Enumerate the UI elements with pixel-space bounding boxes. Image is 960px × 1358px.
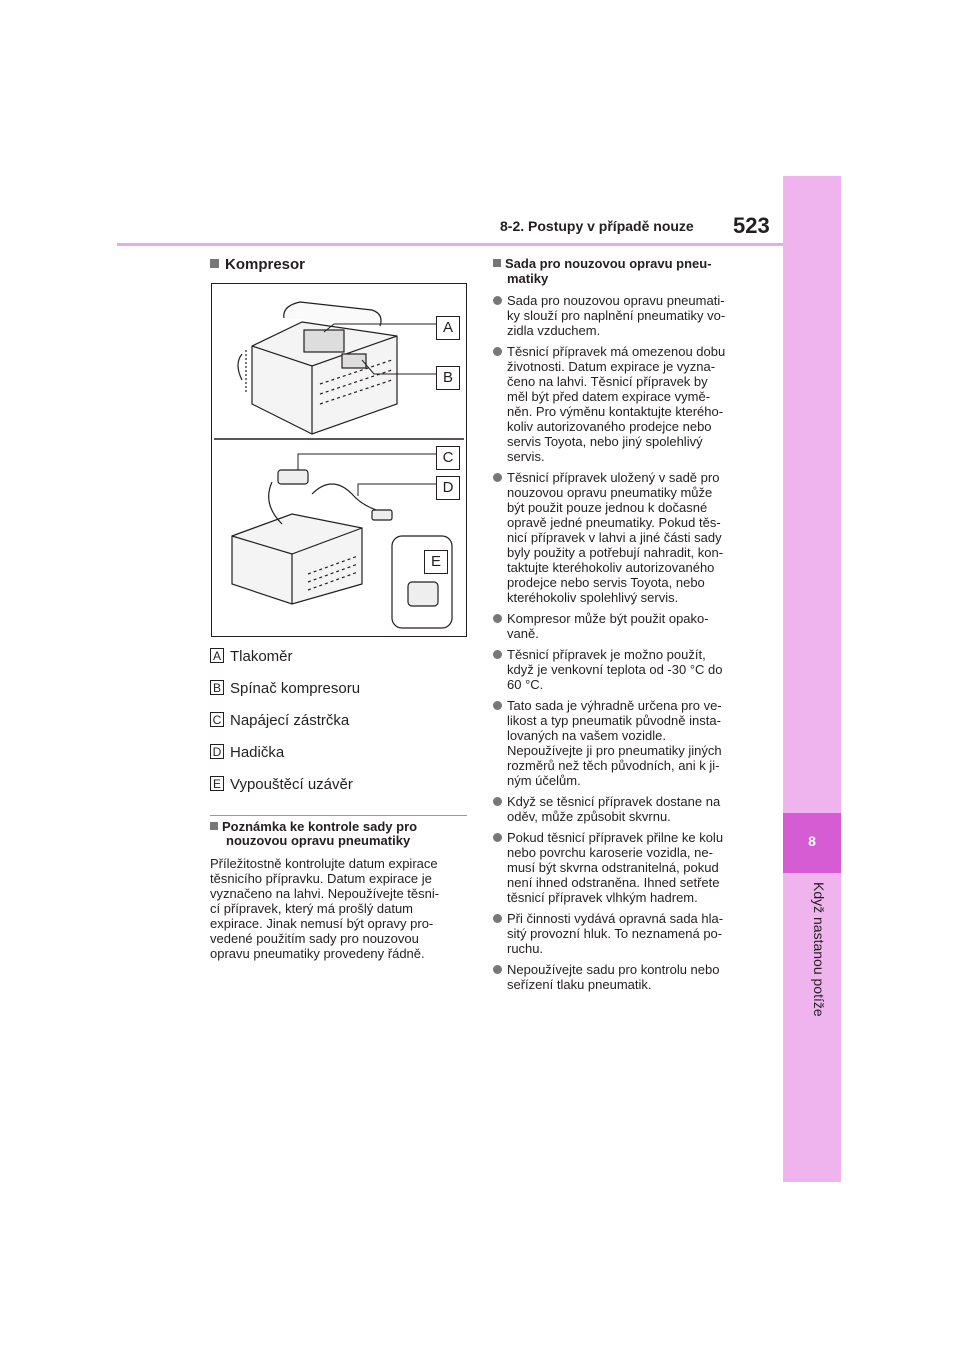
bullet-dot-icon [493,914,502,923]
section-divider [210,815,467,816]
bullet-list [493,293,755,998]
legend-item: B Spínač kompresoru [210,680,360,697]
note-body: Příležitostně kontrolujte datum expirace těsnicího přípravku. Datum expirace je vyznačeno na lahvi. Nepoužívejte těsni- cí přípravek, který má prošlý datum expirace. Jinak nemusí být opravy pro- vedené použitím sady pro nouzovou opravu pneumatiky provedeny řádně. [210,856,440,961]
list-item: Při činnosti vydává opravná sada hla- sitý provozní hluk. To neznamená po- ruchu. [493,911,755,956]
bullet-dot-icon [493,347,502,356]
square-bullet-icon [493,259,501,267]
bullet-dot-icon [493,650,502,659]
list-item: Těsnicí přípravek uložený v sadě pro nouzovou opravu pneumatiky může být použit pouze jednou k dočasné opravě jedné pneumatiky. Pokud těs- nicí přípravek v lahvi a jiné části sady byly použity a potřebují nahradit, kon- taktujte kteréhokoliv autorizovaného prodejce nebo servis Toyota, nebo kteréhokoliv spolehlivý servis. [493,470,755,605]
list-item: Když se těsnicí přípravek dostane na oděv, může způsobit skvrnu. [493,794,755,824]
legend-item: A Tlakoměr [210,648,293,665]
list-item: Pokud těsnicí přípravek přilne ke kolu nebo povrchu karoserie vozidla, ne- musí být skvrna odstranitelná, pokud není ihned odstraněna. Ihned setřete těsnicí přípravek vlhkým hadrem. [493,830,755,905]
callout-c: C [436,446,460,470]
legend-item: D Hadička [210,744,284,761]
chapter-tab [783,176,841,1182]
compressor-illustration [211,283,467,637]
header-rule [117,243,783,246]
bullet-dot-icon [493,473,502,482]
square-bullet-icon [210,259,219,268]
compressor-heading: Kompresor [210,256,305,273]
compressor-drawing [212,284,466,636]
list-item: Nepoužívejte sadu pro kontrolu nebo seřízení tlaku pneumatik. [493,962,755,992]
bullet-dot-icon [493,614,502,623]
chapter-title: Když nastanou potíže [811,882,827,1017]
bullet-dot-icon [493,965,502,974]
square-bullet-icon [210,822,218,830]
list-item: Těsnicí přípravek je možno použít, když je venkovní teplota od -30 °C do 60 °C. [493,647,755,692]
list-item: Kompresor může být použit opako- vaně. [493,611,755,641]
page-number: 523 [733,213,770,238]
bullet-dot-icon [493,797,502,806]
note-heading: Poznámka ke kontrole sady pro nouzovou opravu pneumatiky [210,820,470,848]
callout-a: A [436,316,460,340]
callout-d: D [436,476,460,500]
legend-item: C Napájecí zástrčka [210,712,349,729]
chapter-number: 8 [808,833,816,849]
bullet-dot-icon [493,296,502,305]
legend-item: E Vypouštěcí uzávěr [210,776,353,793]
bullet-dot-icon [493,833,502,842]
section-title: 8-2. Postupy v případě nouze [500,218,694,234]
bullet-dot-icon [493,701,502,710]
list-item: Tato sada je výhradně určena pro ve- likost a typ pneumatik původně insta- lovaných na vašem vozidle. Nepoužívejte ji pro pneumatiky jiných rozměrů než těch původních, ani k ji- ným účelům. [493,698,755,788]
callout-e: E [424,550,448,574]
list-item: Sada pro nouzovou opravu pneumati- ky slouží pro naplnění pneumatiky vo- zidla vzduchem. [493,293,755,338]
callout-b: B [436,366,460,390]
list-item: Těsnicí přípravek má omezenou dobu životnosti. Datum expirace je vyzna- čeno na lahvi. Těsnicí přípravek by měl být před datem expirace vymě- něn. Pro výměnu kontaktujte kterého- koliv autorizovaného prodejce nebo servis Toyota, nebo jiný spolehlivý servis. [493,344,755,464]
repair-kit-heading: Sada pro nouzovou opravu pneu- matiky [493,256,753,286]
